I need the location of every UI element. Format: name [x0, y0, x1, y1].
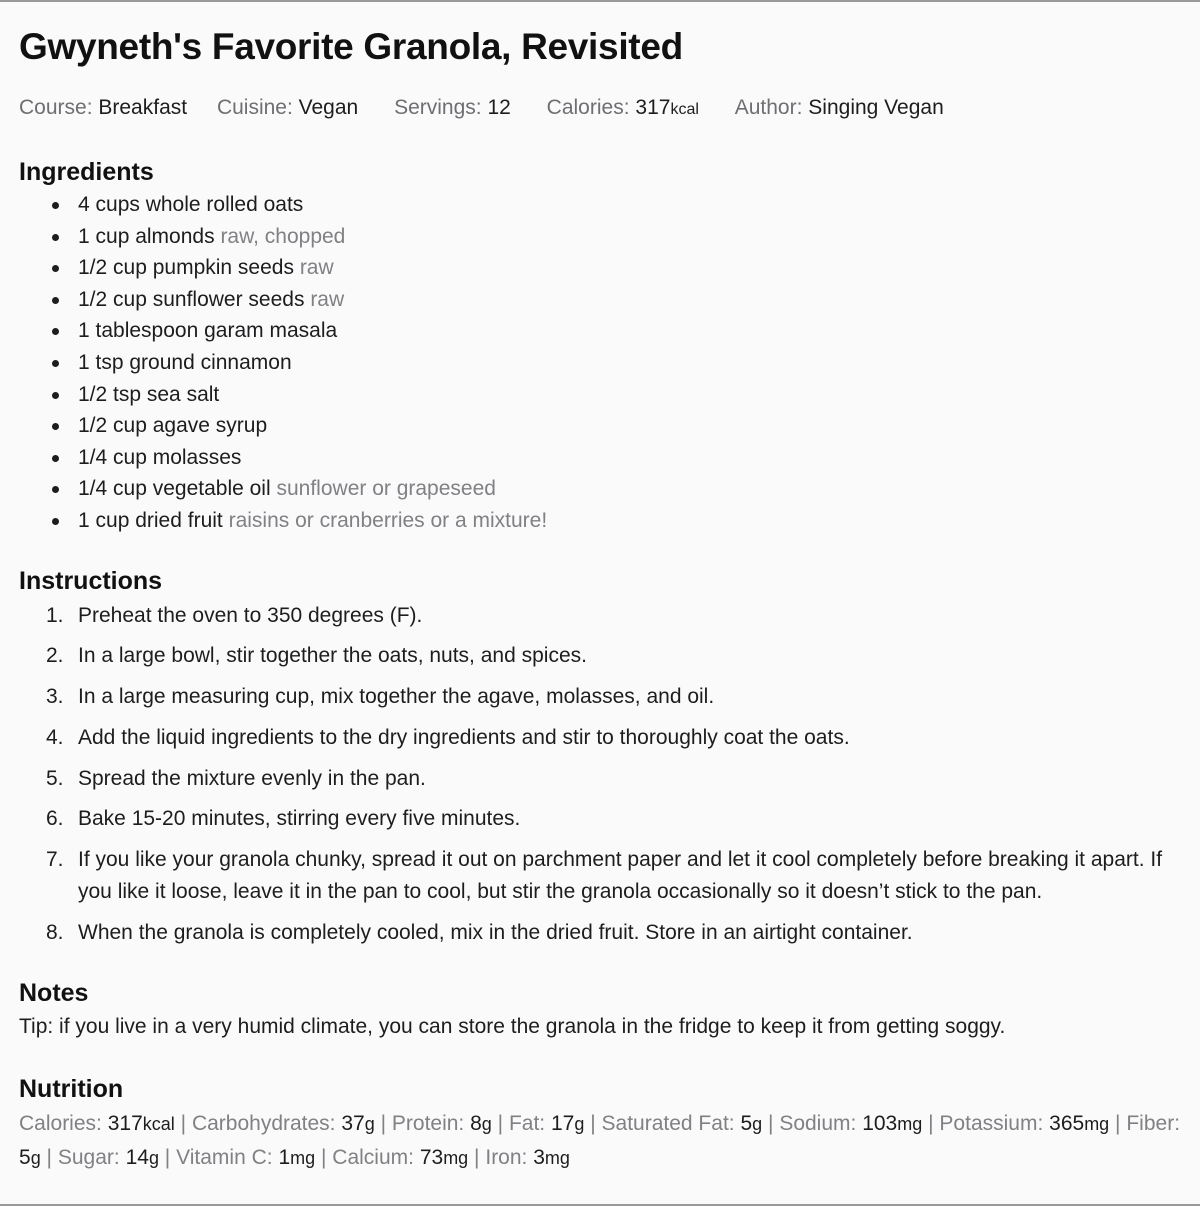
ingredient-item — [19, 189, 1184, 221]
nutrition-separator: | — [46, 1146, 53, 1170]
nutrition-item — [485, 1146, 570, 1169]
meta-course-label: Course: — [19, 96, 93, 119]
nutrition-label: Calcium: — [332, 1146, 414, 1170]
step-number: 2. — [46, 644, 64, 668]
nutrition-value: 1 — [278, 1146, 291, 1170]
step-text: If you like your granola chunky, spread it out on parchment paper and let it cool completely before breaking it apart. If you like it loose, leave it in the pan to cool, but stir the granola occasionally so it doesn’t stick to the pan. — [78, 848, 1163, 903]
meta-cuisine-value: Vegan — [298, 96, 359, 119]
meta-author — [735, 95, 944, 121]
bullet-icon — [52, 455, 59, 462]
nutrition-unit: mg — [1084, 1114, 1110, 1135]
step-text: Add the liquid ingredients to the dry ingredients and stir to thoroughly coat the oats. — [78, 725, 850, 749]
nutrition-label: Vitamin C: — [176, 1146, 273, 1170]
bullet-icon — [52, 392, 59, 399]
nutrition-item — [176, 1146, 315, 1169]
nutrition-facts — [19, 1107, 1184, 1175]
nutrition-separator: | — [320, 1146, 327, 1170]
meta-cuisine-label: Cuisine: — [216, 96, 293, 119]
meta-calories-label: Calories: — [546, 96, 630, 119]
ingredient-text: 1 tsp ground cinnamon — [78, 350, 292, 374]
step-number: 1. — [46, 603, 64, 627]
nutrition-label: Saturated Fat: — [601, 1112, 735, 1136]
nutrition-label: Iron: — [485, 1146, 528, 1170]
nutrition-label: Protein: — [391, 1112, 465, 1136]
nutrition-separator: | — [1115, 1112, 1121, 1136]
nutrition-separator: | — [768, 1112, 774, 1136]
instruction-step — [19, 722, 1184, 754]
nutrition-separator: | — [497, 1112, 504, 1136]
step-number: 8. — [46, 920, 64, 944]
ingredient-text: 1/2 cup pumpkin seeds — [78, 256, 294, 280]
nutrition-label: Carbohydrates: — [191, 1112, 336, 1136]
nutrition-unit: g — [574, 1114, 585, 1135]
nutrition-label: Calories: — [19, 1112, 102, 1136]
ingredient-item — [19, 473, 1184, 505]
ingredient-note: raisins or cranberries or a mixture! — [228, 508, 548, 532]
ingredient-text: 1/2 cup agave syrup — [78, 414, 268, 438]
nutrition-separator: | — [928, 1112, 934, 1136]
recipe-card — [19, 24, 1184, 1175]
nutrition-separator: | — [380, 1112, 387, 1136]
ingredient-item — [19, 315, 1184, 347]
ingredient-text: 1/4 cup molasses — [78, 445, 242, 469]
step-number: 7. — [46, 848, 64, 872]
nutrition-value: 317 — [107, 1112, 143, 1136]
nutrition-item — [332, 1146, 468, 1169]
step-text: Preheat the oven to 350 degrees (F). — [78, 603, 423, 627]
nutrition-item — [509, 1112, 584, 1135]
nutrition-unit: g — [148, 1148, 159, 1169]
nutrition-value: 365 — [1049, 1112, 1085, 1136]
ingredient-text: 1 tablespoon garam masala — [78, 319, 338, 343]
meta-author-label: Author: — [734, 96, 803, 119]
ingredient-item — [19, 284, 1184, 316]
nutrition-value: 3 — [533, 1146, 545, 1170]
ingredient-item — [19, 410, 1184, 442]
nutrition-value: 103 — [862, 1112, 898, 1136]
step-text: In a large bowl, stir together the oats, nuts, and spices. — [78, 644, 587, 668]
ingredient-note: raw — [310, 287, 345, 311]
nutrition-unit: g — [30, 1148, 41, 1169]
ingredient-item — [19, 505, 1184, 537]
meta-course-value: Breakfast — [98, 96, 188, 119]
ingredients-list — [19, 189, 1184, 537]
meta-calories-value: 317 — [635, 96, 671, 119]
nutrition-item — [19, 1112, 175, 1135]
nutrition-label: Sugar: — [57, 1146, 120, 1170]
instruction-step — [19, 681, 1184, 713]
instruction-step — [19, 917, 1184, 949]
ingredients-heading: Ingredients — [19, 158, 154, 186]
nutrition-separator: | — [474, 1146, 480, 1170]
nutrition-unit: kcal — [142, 1114, 175, 1135]
nutrition-separator: | — [590, 1112, 596, 1136]
nutrition-item — [192, 1112, 375, 1135]
nutrition-value: 37 — [341, 1112, 365, 1136]
ingredient-text: 1 cup dried fruit — [78, 508, 223, 532]
nutrition-value: 73 — [419, 1146, 444, 1170]
step-number: 4. — [46, 725, 64, 749]
instruction-step — [19, 600, 1184, 632]
bullet-icon — [52, 202, 59, 209]
nutrition-label: Fiber: — [1126, 1112, 1181, 1136]
bullet-icon — [52, 265, 59, 272]
nutrition-unit: mg — [544, 1148, 570, 1169]
nutrition-value: 8 — [470, 1112, 482, 1136]
bullet-icon — [52, 486, 59, 493]
ingredient-note: raw, chopped — [220, 224, 346, 248]
nutrition-item — [939, 1112, 1109, 1135]
ingredient-item — [19, 442, 1184, 474]
instructions-heading: Instructions — [19, 566, 163, 595]
nutrition-unit: g — [481, 1114, 492, 1135]
ingredient-text: 1/4 cup vegetable oil — [78, 477, 271, 501]
step-text: When the granola is completely cooled, mix in the dried fruit. Store in an airtight container. — [78, 920, 913, 944]
nutrition-item — [392, 1112, 492, 1135]
step-text: In a large measuring cup, mix together the agave, molasses, and oil. — [78, 685, 715, 709]
bullet-icon — [52, 234, 59, 241]
meta-calories-unit: kcal — [670, 101, 699, 118]
nutrition-item — [779, 1112, 922, 1135]
nutrition-value: 5 — [19, 1146, 31, 1170]
meta-author-value: Singing Vegan — [808, 96, 944, 119]
step-number: 6. — [46, 807, 64, 831]
instruction-step — [19, 844, 1184, 907]
ingredient-note: raw — [299, 256, 334, 280]
ingredient-item — [19, 221, 1184, 253]
nutrition-separator: | — [180, 1112, 187, 1136]
ingredient-text: 4 cups whole rolled oats — [78, 193, 304, 216]
bullet-icon — [52, 518, 59, 525]
ingredient-item — [19, 347, 1184, 379]
ingredient-text: 1 cup almonds — [78, 224, 215, 248]
bullet-icon — [52, 423, 59, 430]
nutrition-separator: | — [164, 1146, 171, 1170]
nutrition-unit: mg — [897, 1114, 923, 1135]
nutrition-label: Sodium: — [779, 1112, 857, 1136]
nutrition-label: Fat: — [508, 1112, 546, 1136]
meta-servings — [394, 95, 511, 121]
step-text: Bake 15-20 minutes, stirring every five minutes. — [78, 807, 521, 831]
ingredient-item — [19, 252, 1184, 284]
instruction-step — [19, 640, 1184, 672]
bullet-icon — [52, 328, 59, 335]
recipe-title: Gwyneth's Favorite Granola, Revisited — [19, 26, 683, 67]
recipe-meta — [19, 95, 1184, 123]
ingredient-note: sunflower or grapeseed — [276, 477, 496, 501]
ingredient-text: 1/2 tsp sea salt — [78, 382, 220, 406]
nutrition-unit: mg — [290, 1148, 316, 1169]
step-number: 5. — [46, 766, 64, 790]
bullet-icon — [52, 297, 59, 304]
instruction-step — [19, 763, 1184, 795]
meta-servings-label: Servings: — [394, 96, 482, 119]
nutrition-value: 14 — [125, 1146, 149, 1170]
meta-servings-value: 12 — [487, 96, 511, 119]
meta-calories — [547, 95, 699, 123]
instruction-step — [19, 803, 1184, 835]
nutrition-heading: Nutrition — [19, 1075, 124, 1104]
nutrition-value: 5 — [740, 1112, 753, 1136]
nutrition-unit: mg — [443, 1148, 469, 1169]
ingredient-item — [19, 379, 1184, 411]
nutrition-label: Potassium: — [939, 1112, 1044, 1136]
step-number: 3. — [46, 685, 64, 709]
nutrition-item — [58, 1146, 159, 1169]
step-text: Spread the mixture evenly in the pan. — [78, 766, 426, 790]
nutrition-item — [602, 1112, 763, 1135]
ingredient-text: 1/2 cup sunflower seeds — [78, 287, 305, 311]
nutrition-unit: g — [364, 1114, 375, 1135]
bullet-icon — [52, 360, 59, 367]
notes-text: Tip: if you live in a very humid climate, you can store the granola in the fridge to keep it from getting soggy. — [19, 1015, 1006, 1039]
meta-cuisine — [217, 95, 358, 121]
meta-course — [19, 95, 187, 121]
notes-heading: Notes — [19, 979, 89, 1008]
nutrition-unit: g — [752, 1114, 763, 1135]
instructions-list — [19, 600, 1184, 949]
nutrition-value: 17 — [551, 1112, 575, 1136]
